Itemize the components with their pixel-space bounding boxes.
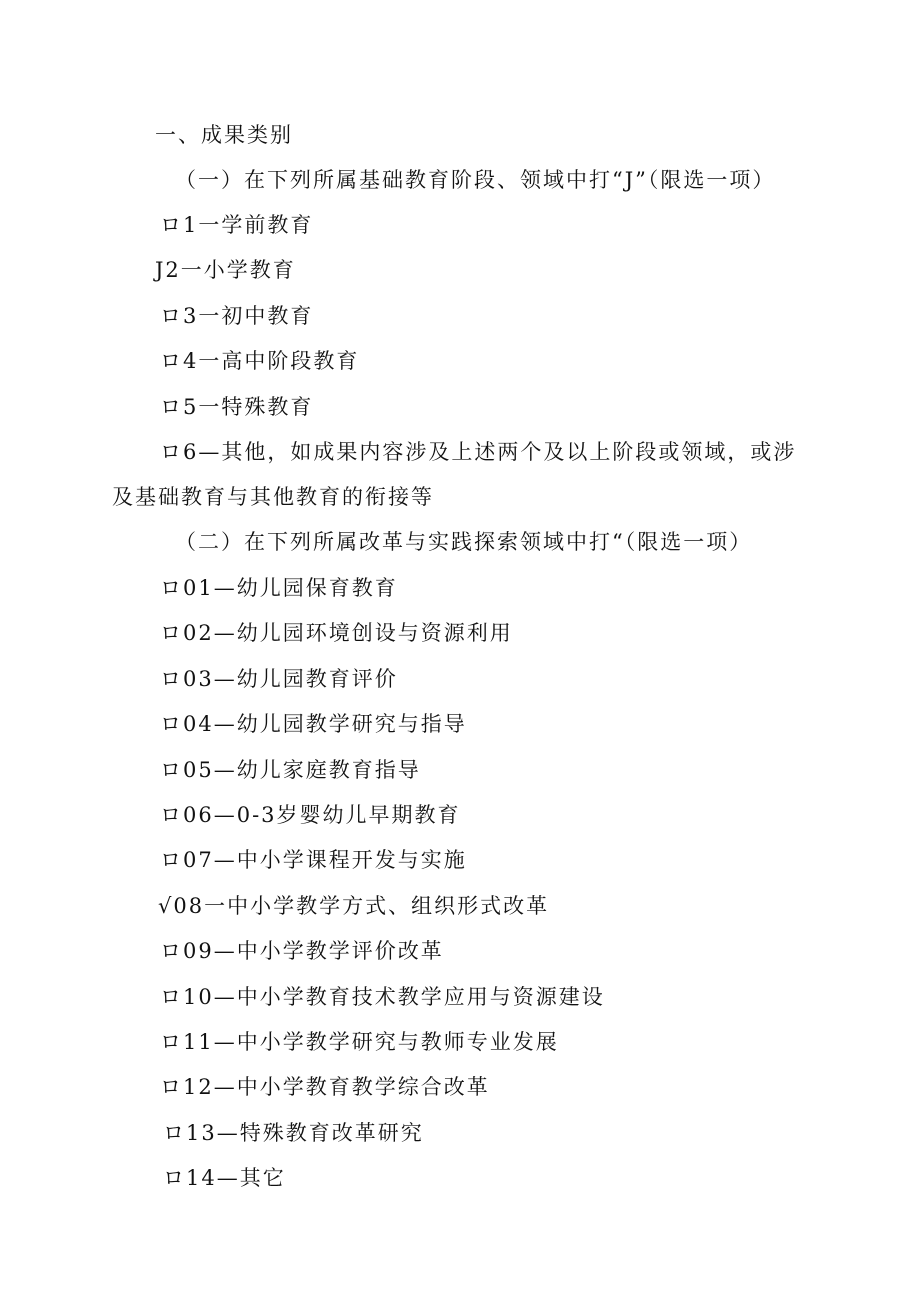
part2-option: ロ11—中小学教学研究与教师专业发展 <box>160 1030 559 1054</box>
part1-option: J2一小学教育 <box>155 258 296 282</box>
part1-other-line2: 及基础教育与其他教育的衔接等 <box>112 485 434 509</box>
part2-option: ロ02—幼儿园环境创设与资源利用 <box>160 621 513 645</box>
part2-heading: （二）在下列所属改革与实践探索领域中打“（限选一项） <box>175 530 753 554</box>
part1-other-line1: ロ6—其他，如成果内容涉及上述两个及以上阶段或领域，或涉 <box>160 440 797 464</box>
section-title: 一、成果类别 <box>155 123 293 147</box>
part1-option: ロ3一初中教育 <box>160 304 314 328</box>
part2-option: ロ13—特殊教育改革研究 <box>163 1121 424 1145</box>
part2-option: ロ04—幼儿园教学研究与指导 <box>160 712 467 736</box>
part2-option-selected: √08一中小学教学方式、组织形式改革 <box>158 894 550 918</box>
part2-option: ロ14—其它 <box>163 1166 286 1190</box>
part1-heading: （一）在下列所属基础教育阶段、领域中打“J”（限选一项） <box>175 168 776 192</box>
part1-option: ロ1一学前教育 <box>160 213 314 237</box>
part2-option: ロ12—中小学教育教学综合改革 <box>160 1075 490 1099</box>
part2-option: ロ10—中小学教育技术教学应用与资源建设 <box>160 985 605 1009</box>
part1-option: ロ5一特殊教育 <box>160 395 314 419</box>
part2-option: ロ09—中小学教学评价改革 <box>160 939 444 963</box>
part2-option: ロ03—幼儿园教育评价 <box>160 667 398 691</box>
part2-option: ロ01—幼儿园保育教育 <box>160 576 398 600</box>
part2-option: ロ07—中小学课程开发与实施 <box>160 848 467 872</box>
part1-option: ロ4一高中阶段教育 <box>160 349 360 373</box>
part2-option: ロ06—0-3岁婴幼儿早期教育 <box>160 803 461 827</box>
part2-option: ロ05—幼儿家庭教育指导 <box>160 758 421 782</box>
